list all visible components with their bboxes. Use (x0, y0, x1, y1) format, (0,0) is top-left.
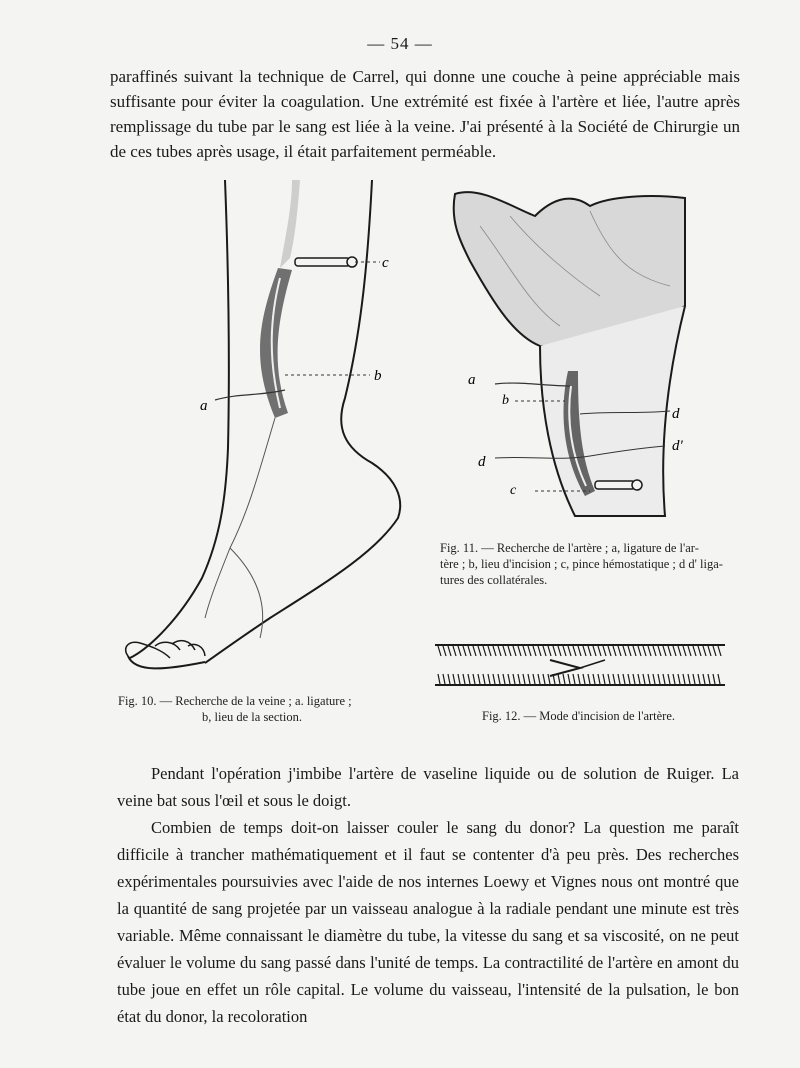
figure-11-wrist-illustration (440, 186, 700, 531)
caption-line: b, lieu de la section. (202, 710, 302, 724)
caption-line: tère ; b, lieu d'incision ; c, pince hémostatique ; d d' liga- (440, 557, 723, 571)
text-line: Pendant l'opération j'imbibe l'artère de vaseline liquide ou de solution de (151, 764, 660, 783)
text-line: de temps. La contractilité de l'artère en amont du tube joue en effet un rôle capital. (117, 953, 739, 999)
fig10-label-a: a (200, 398, 208, 414)
fig10-label-b: b (374, 368, 382, 384)
text-line: paraffinés suivant la technique de Carrel, qui donne une couche à peine appréciable (110, 67, 702, 86)
text-line: mais suffisante pour éviter la coagulation. Une extrémité est fixée à l'artère et liée, (110, 67, 741, 111)
caption-line: Fig. 10. — Recherche de la veine ; a. ligature ; (118, 694, 352, 708)
figure-12-caption: Fig. 12. — Mode d'incision de l'artère. (482, 709, 676, 723)
fig11-label-d-right: d (672, 406, 680, 422)
paragraph-bottom (117, 760, 739, 1030)
figure-10-leg-illustration (110, 178, 410, 688)
figure-10-caption (118, 693, 408, 725)
text-line: nous ont montré que la quantité de sang projetée par un vaisseau analogue à la radiale (117, 872, 740, 918)
text-line: difficile à trancher mathématiquement et il faut se contenter d'à peu près. Des (117, 845, 662, 864)
text-line: Ruiger. La veine bat sous l'œil et sous le doigt. (117, 764, 740, 810)
paragraph-top (110, 64, 740, 164)
figure-11-caption (440, 540, 740, 588)
fig11-label-d-prime: d' (672, 438, 683, 454)
fig11-label-a: a (468, 372, 476, 388)
text-line: l'autre après remplissage du tube par le sang est liée à la veine. J'ai présenté à la (110, 92, 740, 136)
figure-12-artery-illustration (430, 640, 730, 690)
fig11-label-b: b (502, 393, 509, 408)
text-line: Le volume du vaisseau, l'intensité de la pulsation, le bon état du donor, la recoloration (117, 980, 740, 1026)
caption-line: Fig. 11. — Recherche de l'artère ; a, ligature de l'ar- (440, 541, 699, 555)
text-line: vitesse du sang et sa viscosité, on ne peut évaluer le volume du sang passé dans l'unité (117, 926, 739, 972)
text-line: Combien de temps doit-on laisser couler le sang du donor? La question me paraît (151, 818, 739, 837)
text-line: recherches expérimentales poursuivies avec l'aide de nos internes Loewy et Vignes (117, 845, 739, 891)
text-line: Société de Chirurgie un de ces tubes après usage, il était parfaitement perméable. (110, 117, 740, 161)
fig11-label-c: c (510, 483, 517, 498)
page-number: — 54 — (367, 34, 433, 53)
text-line: pendant une minute est très variable. Même connaissant le diamètre du tube, la (117, 899, 739, 945)
caption-line: tures des collatérales. (440, 573, 548, 587)
fig10-label-c: c (382, 255, 389, 271)
fig11-label-d-left: d (478, 454, 486, 470)
